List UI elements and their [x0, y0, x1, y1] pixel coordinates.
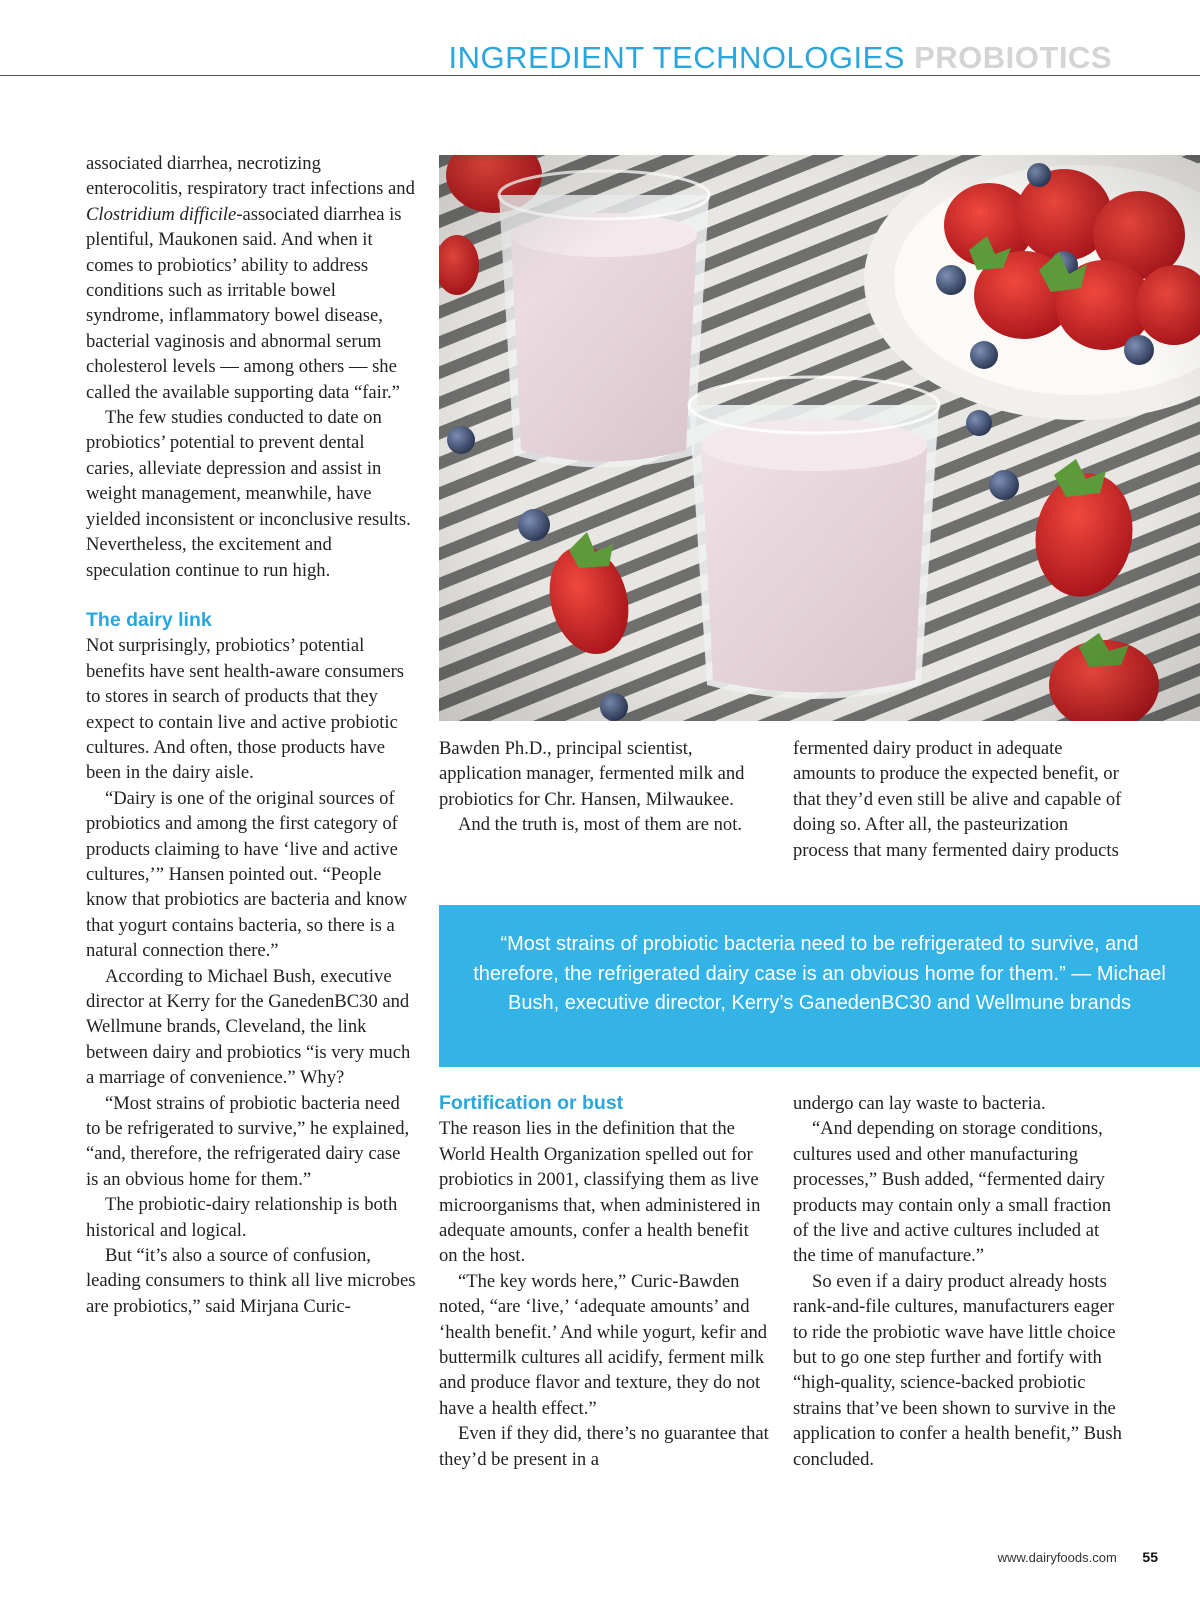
- text-run: associated diarrhea, necrotizing enterocolitis, respiratory tract infections and: [86, 153, 415, 200]
- subsection-title: PROBIOTICS: [914, 40, 1112, 75]
- article-column-2-top: [439, 736, 759, 838]
- pull-quote: [439, 905, 1200, 1067]
- article-column-3-bottom: [793, 1091, 1123, 1472]
- paragraph: fermented dairy product in adequate amounts to produce the expected benefit, or that they’d even still be alive and capable of doing so. After all, the pasteurization process that many fermented dairy products: [793, 738, 1122, 861]
- paragraph: undergo can lay waste to bacteria.: [793, 1093, 1046, 1114]
- paragraph: So even if a dairy product already hosts rank-and-file cultures, manufacturers eager to ride the probiotic wave have little choice but to go one step further and fortify with “high-quality, science-backed probiotic strains that’ve been shown to survive in the application to confer a health benefit,” Bush concluded.: [793, 1270, 1122, 1470]
- section-heading-dairy-link: The dairy link: [86, 608, 212, 631]
- section-title: INGREDIENT TECHNOLOGIES: [448, 40, 905, 75]
- paragraph: “Most strains of probiotic bacteria need to be refrigerated to survive,” he explained, “and, therefore, the refrigerated dairy case is an obvious home for them.”: [86, 1092, 410, 1190]
- photo-milk-glasses-strawberries: [439, 155, 1200, 721]
- section-heading-fortification: Fortification or bust: [439, 1092, 624, 1114]
- article-column-2-bottom: [439, 1091, 769, 1472]
- page-number: 55: [1142, 1549, 1158, 1565]
- article-column-1: [86, 151, 416, 1319]
- paragraph: Even if they did, there’s no guarantee that they’d be present in a: [439, 1423, 769, 1470]
- paragraph: The probiotic-dairy relationship is both historical and logical.: [86, 1194, 398, 1241]
- paragraph: “Dairy is one of the original sources of probiotics and among the first category of products claiming to have ‘live and active cultures,’” Hansen pointed out. “People know that probiotics are bacteria and know that yogurt contains bacteria, so there is a natural connection there.”: [86, 787, 408, 962]
- text-run: -associated diarrhea is plentiful, Maukonen said. And when it comes to probiotics’ ability to address conditions such as irritable bowel syndrome, inflammatory bowel disease, bacterial vaginosis and abnormal serum cholesterol levels — among others — she called the available supporting data “fair.”: [86, 203, 402, 403]
- paragraph: Bawden Ph.D., principal scientist, application manager, fermented milk and probiotics for Chr. Hansen, Milwaukee.: [439, 738, 745, 810]
- paragraph: But “it’s also a source of confusion, leading consumers to think all live microbes are probiotics,” said Mirjana Curic-: [86, 1245, 416, 1317]
- pull-quote-text: “Most strains of probiotic bacteria need to be refrigerated to survive, and therefore, the refrigerated dairy case is an obvious home for them.” — Michael Bush, executive director, Kerry’s GanedenBC30 and Wellmune brands: [473, 933, 1166, 1014]
- paragraph: The reason lies in the definition that the World Health Organization spelled out for probiotics in 2001, classifying them as live microorganisms that, when administered in adequate amounts, confer a health benefit on the host.: [439, 1118, 761, 1267]
- website-url: www.dairyfoods.com: [997, 1550, 1117, 1565]
- paragraph: The few studies conducted to date on probiotics’ potential to prevent dental caries, alleviate depression and assist in weight management, meanwhile, have yielded inconsistent or inconclusive results. Nevertheless, the excitement and speculation continue to run high.: [86, 407, 411, 581]
- species-name: Clostridium difficile: [86, 203, 237, 225]
- article-column-3-top: [793, 736, 1123, 863]
- paragraph: “And depending on storage conditions, cultures used and other manufacturing processes,” Bush added, “fermented dairy products may contain only a small fraction of the live and active cultures included at the time of manufacture.”: [793, 1118, 1112, 1267]
- paragraph: And the truth is, most of them are not.: [458, 814, 743, 836]
- paragraph: According to Michael Bush, executive director at Kerry for the GanedenBC30 and Wellmune brands, Cleveland, the link between dairy and probiotics “is very much a marriage of convenience.” Why?: [86, 965, 411, 1089]
- paragraph: “The key words here,” Curic-Bawden noted, “are ‘live,’ ‘adequate amounts’ and ‘health benefit.’ And while yogurt, kefir and buttermilk cultures all acidify, ferment milk and produce flavor and texture, they do not have a health effect.”: [439, 1270, 768, 1419]
- running-header: [448, 40, 1112, 76]
- page-footer: [998, 1549, 1158, 1565]
- paragraph: Not surprisingly, probiotics’ potential benefits have sent health-aware consumers to stores in search of products that they expect to contain live and active probiotic cultures. And often, those products have been in the dairy aisle.: [86, 635, 405, 784]
- paragraph: [86, 151, 416, 405]
